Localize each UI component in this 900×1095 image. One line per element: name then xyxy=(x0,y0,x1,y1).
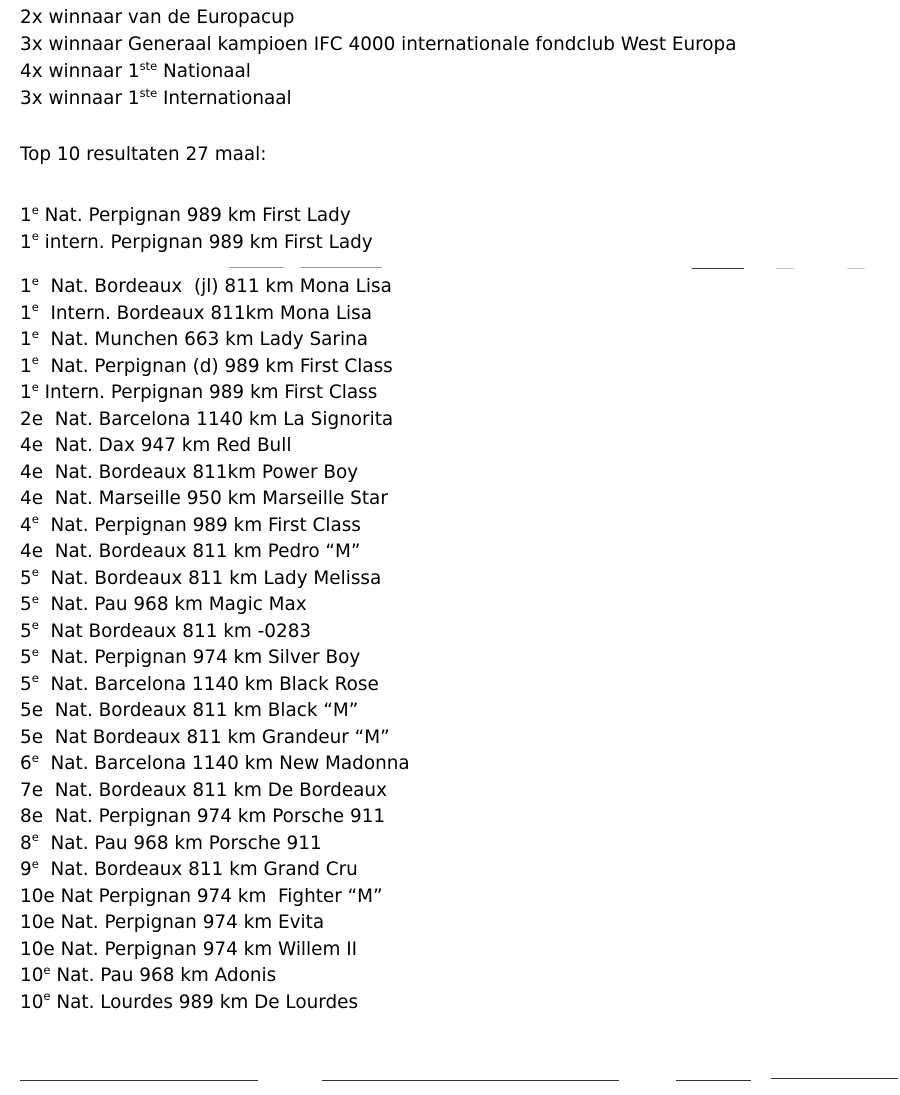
result-line xyxy=(20,231,373,255)
result-rank: 10e xyxy=(20,912,55,933)
achievement-line: 3x winnaar Generaal kampioen IFC 4000 internationale fondclub West Europa xyxy=(20,34,737,55)
result-text: Nat. Lourdes 989 km De Lourdes xyxy=(50,991,359,1013)
result-text: Nat. Bordeaux 811 km Black “M” xyxy=(43,700,359,721)
result-line xyxy=(20,355,393,379)
result-text: Nat. Bordeaux 811 km Grand Cru xyxy=(38,859,358,880)
result-text: Nat. Pau 968 km Adonis xyxy=(50,965,277,986)
result-line xyxy=(20,938,357,962)
divider-rule xyxy=(229,267,284,268)
result-text: Nat. Bordeaux (jl) 811 km Mona Lisa xyxy=(38,276,392,297)
result-line xyxy=(20,646,360,670)
rank-superscript: e xyxy=(31,591,39,606)
result-text: Nat. Bordeaux 811 km Pedro “M” xyxy=(43,541,361,562)
result-rank: 7e xyxy=(20,779,44,801)
result-rank: 1 xyxy=(20,329,32,350)
result-line xyxy=(20,302,372,326)
result-rank: 4 xyxy=(20,514,32,536)
result-rank: 6 xyxy=(20,753,32,774)
result-rank: 5 xyxy=(20,673,32,695)
result-line xyxy=(20,204,351,228)
divider-rule xyxy=(776,268,794,269)
result-line xyxy=(20,699,358,723)
result-text: Intern. Perpignan 989 km First Class xyxy=(38,382,378,403)
rank-superscript: e xyxy=(31,202,39,217)
result-text: Nat. Perpignan 974 km Evita xyxy=(54,912,325,933)
result-rank: 8 xyxy=(20,832,32,854)
result-rank: 4e xyxy=(20,435,44,456)
divider-rule xyxy=(692,268,744,269)
result-line xyxy=(20,805,385,829)
rank-superscript: e xyxy=(31,644,39,659)
rank-superscript: e xyxy=(31,750,39,765)
achievement-line: 4x winnaar 1ste Nationaal xyxy=(20,58,251,82)
result-rank: 10 xyxy=(20,965,44,986)
divider-rule xyxy=(322,1080,619,1081)
result-text: intern. Perpignan 989 km First Lady xyxy=(38,231,373,253)
divider-rule xyxy=(676,1080,751,1081)
result-rank: 8e xyxy=(20,806,44,827)
result-rank: 5 xyxy=(20,620,32,642)
result-text: Nat. Perpignan (d) 989 km First Class xyxy=(38,355,393,377)
result-line xyxy=(20,567,381,591)
rank-superscript: e xyxy=(31,273,39,288)
result-line xyxy=(20,673,379,697)
result-line xyxy=(20,752,410,776)
result-rank: 1 xyxy=(20,231,32,253)
rank-superscript: e xyxy=(31,618,39,633)
result-rank: 4e xyxy=(20,488,44,509)
result-rank: 1 xyxy=(20,205,32,226)
result-rank: 1 xyxy=(20,302,32,324)
result-text: Nat. Perpignan 989 km First Lady xyxy=(38,205,351,226)
result-text: Nat. Barcelona 1140 km New Madonna xyxy=(38,753,410,774)
result-text: Nat. Perpignan 974 km Silver Boy xyxy=(38,647,361,668)
result-rank: 5e xyxy=(20,700,44,721)
rank-superscript: e xyxy=(43,962,51,977)
result-text: Nat. Barcelona 1140 km Black Rose xyxy=(38,673,379,695)
rank-superscript: e xyxy=(31,565,39,580)
result-text: Nat Bordeaux 811 km Grandeur “M” xyxy=(43,726,390,748)
result-text: Nat. Perpignan 989 km First Class xyxy=(38,514,361,536)
result-rank: 5 xyxy=(20,567,32,589)
result-line xyxy=(20,593,307,617)
result-rank: 10 xyxy=(20,991,44,1013)
result-text: Nat. Dax 947 km Red Bull xyxy=(43,435,292,456)
rank-superscript: e xyxy=(31,300,39,315)
rank-superscript: e xyxy=(31,229,39,244)
result-rank: 5e xyxy=(20,726,44,748)
result-line xyxy=(20,991,358,1015)
top10-heading: Top 10 resultaten 27 maal: xyxy=(20,144,267,165)
result-text: Intern. Bordeaux 811km Mona Lisa xyxy=(38,302,373,324)
result-line xyxy=(20,726,390,750)
rank-superscript: e xyxy=(31,379,39,394)
result-text: Nat. Bordeaux 811km Power Boy xyxy=(43,461,359,483)
result-rank: 2e xyxy=(20,408,44,430)
result-line xyxy=(20,832,322,856)
result-rank: 10e xyxy=(20,885,55,907)
result-line xyxy=(20,540,360,564)
result-line xyxy=(20,275,392,299)
divider-rule xyxy=(300,267,382,268)
divider-rule xyxy=(20,1080,258,1081)
rank-superscript: e xyxy=(31,512,39,527)
result-rank: 1 xyxy=(20,276,32,297)
result-line xyxy=(20,434,291,458)
result-line xyxy=(20,885,383,909)
result-line xyxy=(20,964,276,988)
result-rank: 1 xyxy=(20,355,32,377)
rank-superscript: e xyxy=(31,830,39,845)
result-line xyxy=(20,328,368,352)
result-rank: 4e xyxy=(20,461,44,483)
result-line xyxy=(20,911,324,935)
result-text: Nat. Perpignan 974 km Porsche 911 xyxy=(43,806,386,827)
result-text: Nat Bordeaux 811 km -0283 xyxy=(38,620,312,642)
result-rank: 9 xyxy=(20,859,32,880)
achievement-line: 2x winnaar van de Europacup xyxy=(20,7,295,28)
result-line xyxy=(20,461,358,485)
result-line xyxy=(20,858,358,882)
result-text: Nat. Pau 968 km Porsche 911 xyxy=(38,832,322,854)
rank-superscript: e xyxy=(31,671,39,686)
result-line xyxy=(20,779,387,803)
result-rank: 4e xyxy=(20,541,44,562)
achievement-line: 3x winnaar 1ste Internationaal xyxy=(20,85,292,109)
result-text: Nat Perpignan 974 km Fighter “M” xyxy=(54,885,383,907)
result-line xyxy=(20,381,377,405)
result-line xyxy=(20,514,361,538)
result-rank: 10e xyxy=(20,938,55,960)
result-text: Nat. Perpignan 974 km Willem II xyxy=(54,938,358,960)
result-text: Nat. Bordeaux 811 km Lady Melissa xyxy=(38,567,382,589)
result-line xyxy=(20,620,311,644)
divider-rule xyxy=(847,268,865,269)
result-text: Nat. Munchen 663 km Lady Sarina xyxy=(38,329,368,350)
rank-superscript: e xyxy=(31,326,39,341)
result-text: Nat. Marseille 950 km Marseille Star xyxy=(43,488,388,509)
divider-rule xyxy=(771,1078,898,1079)
result-rank: 5 xyxy=(20,594,32,615)
result-rank: 1 xyxy=(20,382,32,403)
result-rank: 5 xyxy=(20,647,32,668)
rank-superscript: e xyxy=(31,353,39,368)
result-text: Nat. Pau 968 km Magic Max xyxy=(38,594,307,615)
result-text: Nat. Barcelona 1140 km La Signorita xyxy=(43,408,394,430)
result-line xyxy=(20,408,393,432)
rank-superscript: e xyxy=(43,989,51,1004)
result-text: Nat. Bordeaux 811 km De Bordeaux xyxy=(43,779,387,801)
rank-superscript: e xyxy=(31,856,39,871)
result-line xyxy=(20,487,388,511)
